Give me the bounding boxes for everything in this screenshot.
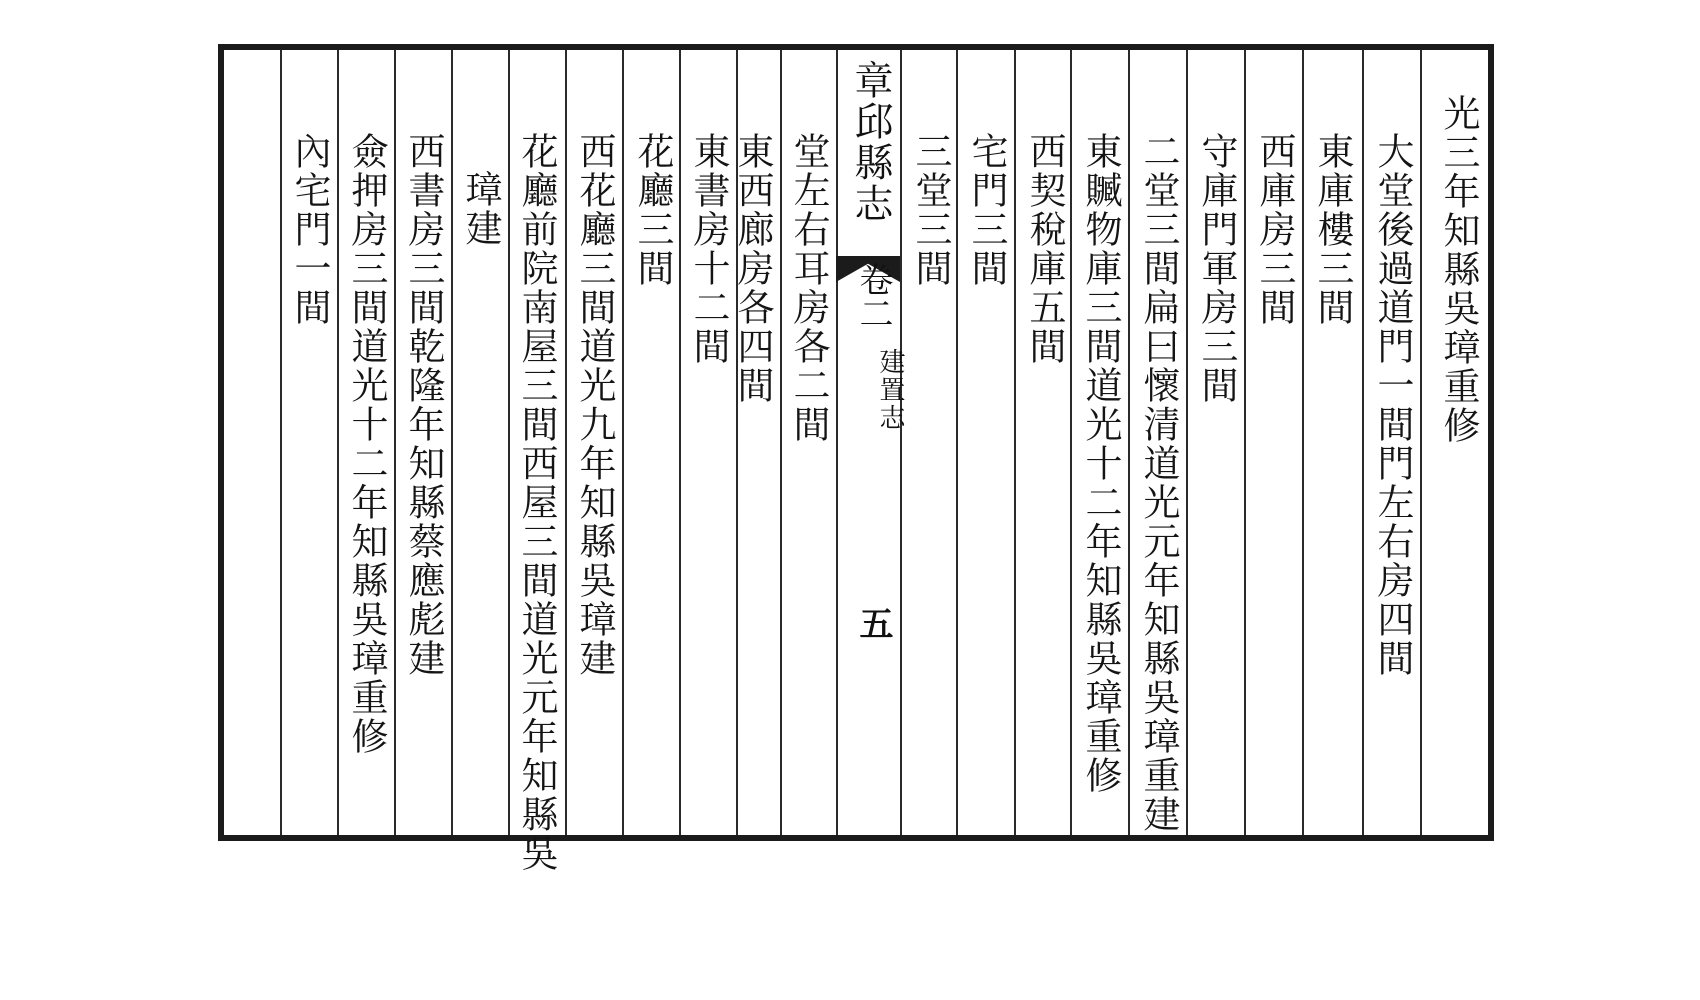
text-column-l10: 內宅門一間 [288, 132, 331, 327]
text-column-l7: 璋建 [459, 170, 502, 248]
text-column-r8: 西契稅庫五間 [1023, 132, 1066, 366]
volume-label: 卷二 [853, 262, 893, 330]
text-column-l5: 西花廳三間道光九年知縣吳璋建 [573, 132, 616, 678]
text-column-l3: 東書房十二間 [687, 132, 730, 366]
page-number: 五 [853, 606, 893, 640]
text-column-l9: 僉押房三間道光十二年知縣吳璋重修 [345, 132, 388, 756]
text-column-r5: 守庫門軍房三間 [1195, 132, 1238, 405]
text-column-r3: 東庫樓三間 [1311, 132, 1354, 327]
text-column-r4: 西庫房三間 [1253, 132, 1296, 327]
text-column-r10: 三堂三間 [909, 132, 952, 288]
text-column-r9: 宅門三間 [965, 132, 1008, 288]
text-column-r1: 光三年知縣吳璋重修 [1437, 94, 1480, 445]
gazetteer-title: 章邱縣志 [848, 60, 893, 224]
section-label: 建置志 [875, 348, 905, 432]
text-column-r7: 東贓物庫三間道光十二年知縣吳璋重修 [1079, 132, 1122, 795]
text-column-r6: 二堂三間扁曰懷清道光元年知縣吳璋重建 [1137, 132, 1180, 834]
text-column-r2: 大堂後過道門一間門左右房四間 [1371, 132, 1414, 678]
text-column-l1: 堂左右耳房各二間 [787, 132, 830, 444]
column-rule [1420, 50, 1422, 835]
text-column-l8: 西書房三間乾隆年知縣蔡應彪建 [402, 132, 445, 678]
text-column-l2: 東西廊房各四間 [731, 132, 774, 405]
text-column-l4: 花廳三間 [631, 132, 674, 288]
text-column-l6: 花廳前院南屋三間西屋三間道光元年知縣吳 [515, 132, 558, 873]
column-rule [451, 50, 453, 835]
page-frame [218, 44, 1494, 873]
